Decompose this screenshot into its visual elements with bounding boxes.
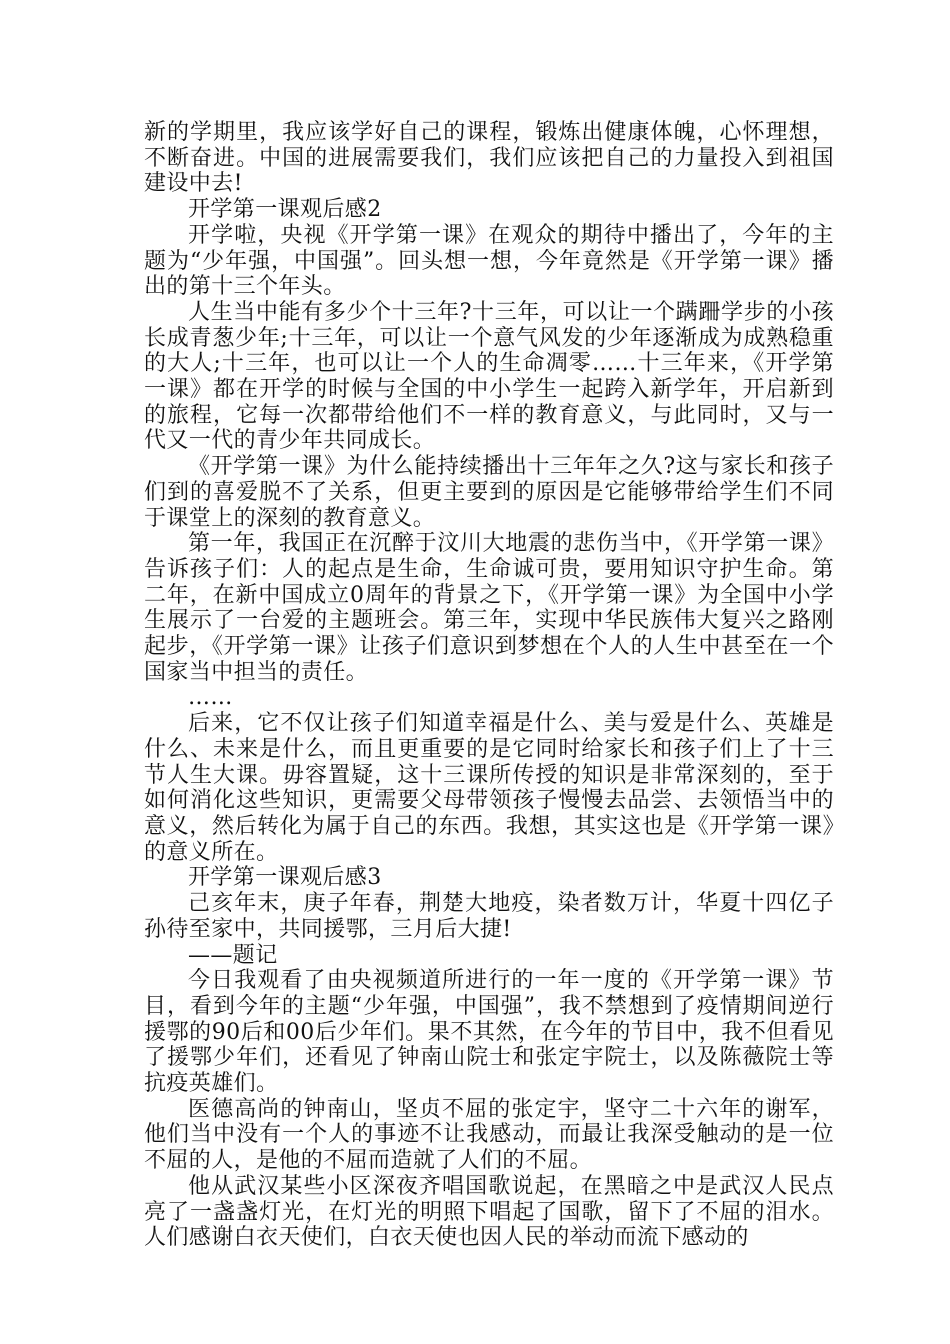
paragraph: 己亥年末，庚子年春，荆楚大地疫，染者数万计，华夏十四亿子孙待至家中，共同援鄂，三月后大捷! [144, 891, 834, 942]
section-heading-3: 开学第一课观后感3 [188, 865, 382, 891]
section-heading-2: 开学第一课观后感2 [188, 197, 382, 223]
paragraph: 《开学第一课》为什么能持续播出十三年年之久?这与家长和孩子们到的喜爱脱不了关系，但更主要到的原因是它能够带给学生们不同于课堂上的深刻的教育意义。 [144, 454, 834, 531]
paragraph: 今日我观看了由央视频道所进行的一年一度的《开学第一课》节目，看到今年的主题“少年强，中国强”，我不禁想到了疫情期间逆行援鄂的90后和00后少年们。果不其然，在今年的节目中，我不但看见了援鄂少年们，还看见了钟南山院士和张定宇院士，以及陈薇院士等抗疫英雄们。 [144, 968, 834, 1097]
paragraph: 开学啦，央视《开学第一课》在观众的期待中播出了，今年的主题为“少年强，中国强”。回头想一想，今年竟然是《开学第一课》播出的第十三个年头。 [144, 222, 834, 300]
paragraph: 后来，它不仅让孩子们知道幸福是什么、美与爱是什么、英雄是什么、未来是什么，而且更重要的是它同时给家长和孩子们上了十三节人生大课。毋容置疑，这十三课所传授的知识是非常深刻的，至于如何消化这些知识，更需要父母带领孩子慢慢去品尝、去领悟当中的意义，然后转化为属于自己的东西。我想，其实这也是《开学第一课》的意义所在。 [144, 711, 834, 865]
epigraph-attribution: ——题记 [188, 942, 278, 968]
paragraph-continuation: 新的学期里，我应该学好自己的课程，锻炼出健康体魄，心怀理想，不断奋进。中国的进展需要我们，我们应该把自己的力量投入到祖国建设中去! [144, 120, 834, 197]
document-body [144, 120, 834, 1251]
paragraph: 医德高尚的钟南山，坚贞不屈的张定宇，坚守二十六年的谢军，他们当中没有一个人的事迹不让我感动，而最让我深受触动的是一位不屈的人，是他的不屈而造就了人们的不屈。 [144, 1096, 834, 1174]
paragraph: 第一年，我国正在沉醉于汶川大地震的悲伤当中，《开学第一课》告诉孩子们：人的起点是生命，生命诚可贵，要用知识守护生命。第二年，在新中国成立0周年的背景之下，《开学第一课》为全国中小学生展示了一台爱的主题班会。第三年，实现中华民族伟大复兴之路刚起步，《开学第一课》让孩子们意识到梦想在个人的人生中甚至在一个国家当中担当的责任。 [144, 531, 834, 685]
paragraph: 他从武汉某些小区深夜齐唱国歌说起，在黑暗之中是武汉人民点亮了一盏盏灯光，在灯光的明照下唱起了国歌，留下了不屈的泪水。人们感谢白衣天使们，白衣天使也因人民的举动而流下感动的 [144, 1173, 834, 1251]
ellipsis-line: …… [188, 685, 233, 711]
paragraph: 人生当中能有多少个十三年?十三年，可以让一个蹒跚学步的小孩长成青葱少年;十三年，可以让一个意气风发的少年逐渐成为成熟稳重的大人;十三年，也可以让一个人的生命凋零……十三年来，《开学第一课》都在开学的时候与全国的中小学生一起跨入新学年，开启新到的旅程，它每一次都带给他们不一样的教育意义，与此同时，又与一代又一代的青少年共同成长。 [144, 299, 834, 454]
